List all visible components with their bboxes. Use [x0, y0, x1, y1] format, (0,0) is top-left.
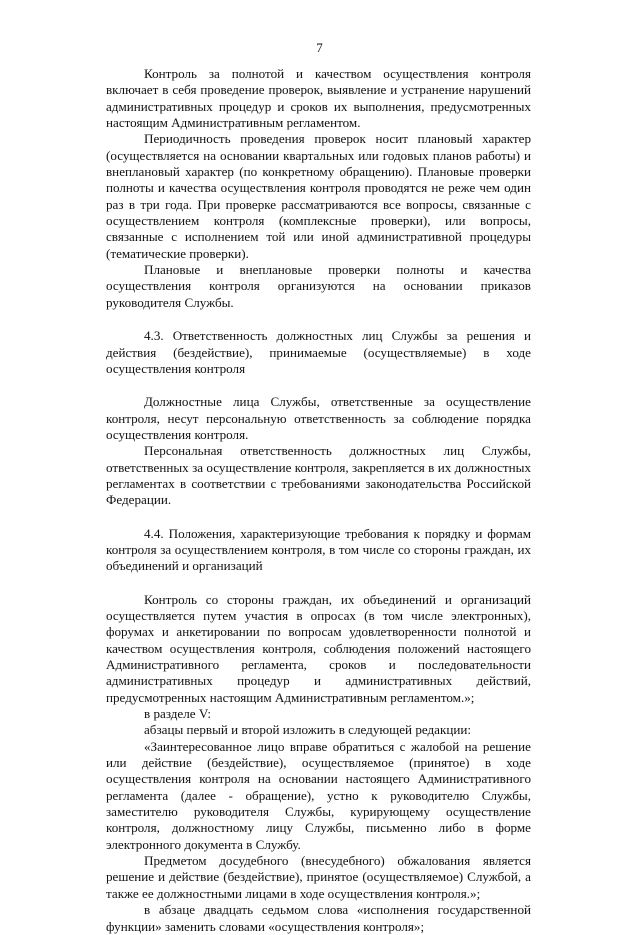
- page-number: 7: [316, 40, 323, 55]
- section-heading-4-3: 4.3. Ответственность должностных лиц Службы за решения и действия (бездействие), принимаемые (осуществляемые) в ходе осуществления контроля: [106, 328, 531, 376]
- paragraph: «Заинтересованное лицо вправе обратиться с жалобой на решение или действие (бездействие), осуществляемое (принятое) в ходе осуществления контроля на основании настоящего Административного регламента (далее - обращение), устно к руководителю Службы, заместителю руководителя Службы, курирующему осуществление контроля, должностному лицу Службы, письменно либо в форме электронного документа в Службу.: [106, 738, 531, 852]
- paragraph: в абзаце двадцать седьмом слова «исполнения государственной функции» заменить словами «осуществления контроля»;: [106, 902, 531, 934]
- paragraph: Контроль со стороны граждан, их объединений и организаций осуществляется путем участия в опросах (в том числе электронных), форумах и анкетировании по вопросам удовлетворенности полнотой и качеством осуществления контроля, соблюдения положений настоящего Административного регламента, сроков и последовательности административных процедур и административных действий, предусмотренных настоящим Административным регламентом.»;: [106, 591, 531, 705]
- section-heading-4-4: 4.4. Положения, характеризующие требования к порядку и формам контроля за осуществлением контроля, в том числе со стороны граждан, их объединений и организаций: [106, 525, 531, 574]
- paragraph: Периодичность проведения проверок носит плановый характер (осуществляется на основании квартальных или годовых планов работы) и внеплановый характер (по конкретному обращению). Плановые проверки полноты и качества осуществления контроля проводятся не реже чем один раз в три года. При проверке рассматриваются все вопросы, связанные с осуществлением контроля (комплексные проверки), или вопросы, связанные с исполнением той или иной административной процедуры (тематические проверки).: [106, 131, 531, 261]
- paragraph: абзацы первый и второй изложить в следующей редакции:: [144, 722, 472, 738]
- paragraph: Контроль за полнотой и качеством осуществления контроля включает в себя проведение проверок, выявление и устранение нарушений административных процедур и сроков их выполнения, предусмотренных настоящим Административным регламентом.: [106, 66, 531, 131]
- paragraph: Должностные лица Службы, ответственные за осуществление контроля, несут персональную ответственность за соблюдение порядка осуществления контроля.: [106, 394, 531, 442]
- paragraph: Предметом досудебного (внесудебного) обжалования является решение и действие (бездействие), принятое (осуществляемое) Службой, а также ее должностными лицами в ходе осуществления контроля.»;: [106, 853, 531, 901]
- document-body: [106, 66, 531, 935]
- paragraph: в разделе V:: [144, 706, 211, 722]
- paragraph: Плановые и внеплановые проверки полноты и качества осуществления контроля организуются на основании приказов руководителя Службы.: [106, 262, 531, 310]
- paragraph: Персональная ответственность должностных лиц Службы, ответственных за осуществление контроля, закрепляется в их должностных регламентах в соответствии с требованиями законодательства Российской Федерации.: [106, 443, 531, 508]
